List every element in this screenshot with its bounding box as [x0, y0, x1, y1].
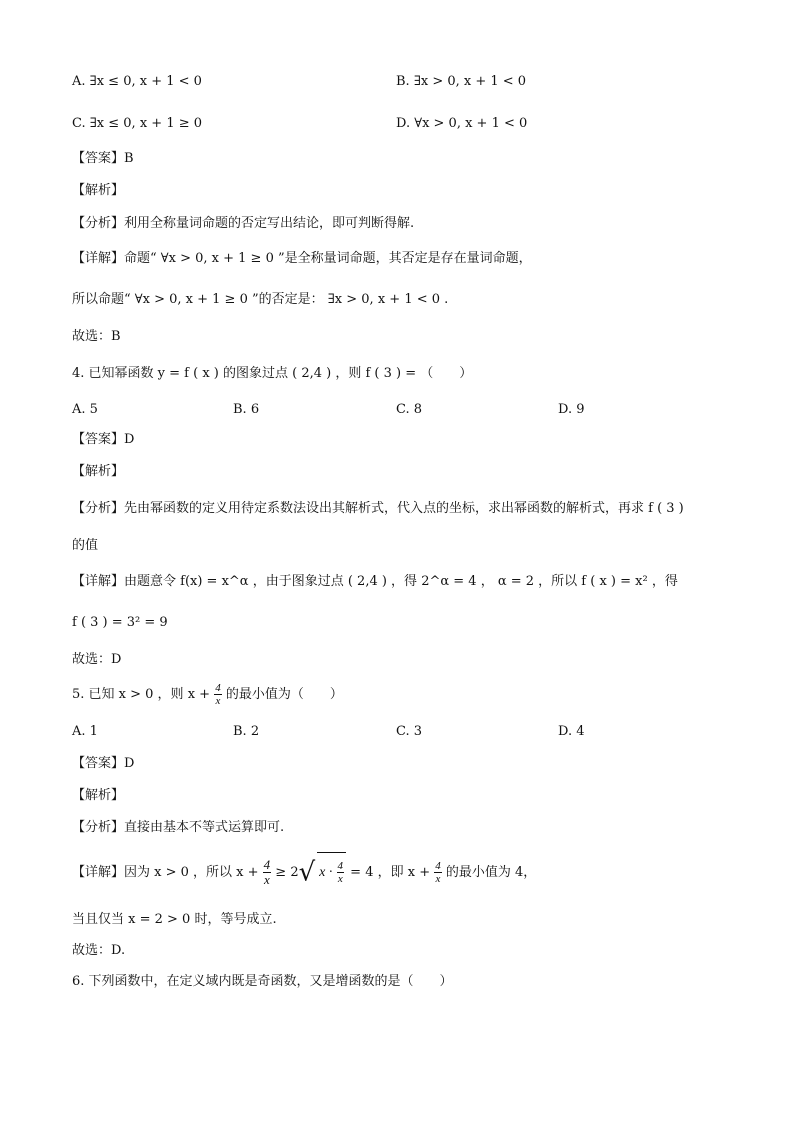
q5-xiangjie-1 [72, 852, 536, 893]
q5-stem-suffix: 的最小值为（ ） [225, 687, 343, 702]
q4-option-d: D. 9 [558, 402, 585, 417]
q5-option-a: A. 1 [72, 724, 98, 739]
q5-xiangjie-frac2-num: 4 [435, 860, 441, 872]
q4-xiangjie-1: 【详解】由题意令 f(x) = x^α ，由于图象过点 ( 2,4 ) ，得 2^α = 4 ， α = 2 ，所以 f ( x ) = x² ，得 [72, 574, 678, 589]
q5-xiangjie-frac1-den: x [264, 872, 270, 887]
q5-jiexi: 【解析】 [72, 788, 125, 803]
q5-sqrt-frac-den: x [337, 873, 343, 885]
q5-frac-num: 4 [215, 682, 221, 694]
q5-xiangjie-fraction-1 [263, 858, 272, 887]
q3-option-b: B. ∃x > 0, x + 1 < 0 [396, 74, 527, 89]
q3-choose: 故选：B [72, 329, 121, 344]
q4-choose: 故选：D [72, 652, 122, 667]
q5-stem [72, 680, 343, 710]
q5-option-c: C. 3 [396, 724, 423, 739]
q5-option-d: D. 4 [558, 724, 585, 739]
q5-xiangjie-b: ≥ 2 [275, 865, 299, 880]
q4-fenxi: 【分析】先由幂函数的定义用待定系数法设出其解析式，代入点的坐标，求出幂函数的解析式，再求 f ( 3 ) [72, 501, 684, 516]
q4-stem: 4. 已知幂函数 y = f ( x ) 的图象过点 ( 2,4 ) ，则 f ( 3 ) = （ ） [72, 366, 473, 381]
q3-option-a: A. ∃x ≤ 0, x + 1 < 0 [72, 74, 202, 89]
q3-option-c: C. ∃x ≤ 0, x + 1 ≥ 0 [72, 116, 203, 131]
q5-fenxi: 【分析】直接由基本不等式运算即可. [72, 820, 285, 835]
q5-choose: 故选：D. [72, 943, 126, 958]
q5-xiangjie-frac2-den: x [435, 873, 441, 885]
q5-sqrt-body [317, 852, 346, 893]
q3-xiangjie-1: 【详解】命题“ ∀x > 0, x + 1 ≥ 0 ”是全称量词命题，其否定是存在量词命题， [72, 251, 532, 266]
q3-answer: 【答案】B [72, 151, 134, 166]
q5-stem-prefix: 5. 已知 x > 0 ，则 x + [72, 687, 211, 702]
q5-frac-den: x [215, 695, 221, 707]
q4-option-c: C. 8 [396, 402, 423, 417]
q4-jiexi: 【解析】 [72, 464, 125, 479]
q5-stem-fraction [214, 682, 222, 707]
q5-xiangjie-frac1-num: 4 [263, 857, 271, 872]
q5-xiangjie-fraction-2 [434, 860, 442, 885]
q5-xiangjie-d: 的最小值为 4， [445, 865, 537, 880]
q3-jiexi: 【解析】 [72, 183, 125, 198]
q4-option-a: A. 5 [72, 402, 98, 417]
q5-xiangjie-2: 当且仅当 x = 2 > 0 时，等号成立. [72, 912, 277, 927]
q4-xiangjie-2: f ( 3 ) = 3² = 9 [72, 615, 168, 630]
q5-answer: 【答案】D [72, 756, 135, 771]
q5-xiangjie-c: = 4 ，即 x + [350, 865, 431, 880]
q4-fenxi-2: 的值 [72, 538, 99, 553]
q3-xiangjie-2: 所以命题“ ∀x > 0, x + 1 ≥ 0 ”的否定是： ∃x > 0, x + 1 < 0 . [72, 292, 449, 307]
q5-sqrt-fraction [337, 860, 345, 885]
sqrt-radical-icon: √ [298, 857, 316, 888]
q4-option-b: B. 6 [233, 402, 260, 417]
q3-fenxi: 【分析】利用全称量词命题的否定写出结论，即可判断得解. [72, 216, 415, 231]
q4-answer: 【答案】D [72, 432, 135, 447]
q6-stem: 6. 下列函数中，在定义域内既是奇函数，又是增函数的是（ ） [72, 974, 453, 989]
q5-sqrt-prefix: x · [319, 865, 333, 880]
q3-option-d: D. ∀x > 0, x + 1 < 0 [396, 116, 528, 131]
q5-sqrt-frac-num: 4 [337, 860, 344, 872]
q5-option-b: B. 2 [233, 724, 260, 739]
q5-xiangjie-a: 【详解】因为 x > 0 ，所以 x + [72, 865, 259, 880]
